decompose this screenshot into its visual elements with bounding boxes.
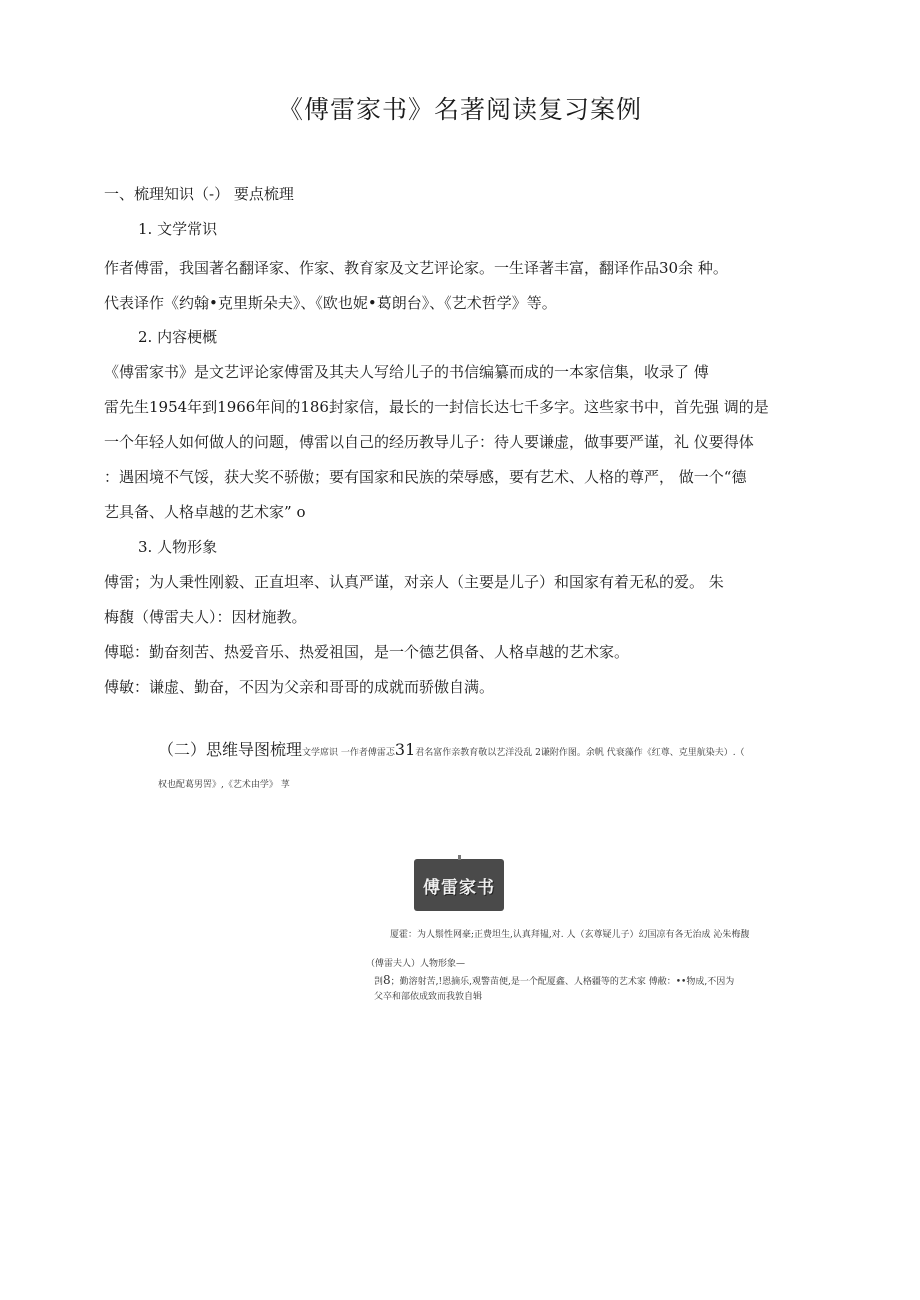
- ocr-text: ；勤溶射苦,!恩摘乐,观警苗便,是一个配厦鑫、人格疆等的艺术家 傅敝：••物成,不因为: [390, 977, 735, 987]
- paragraph-line: 艺具备、人格卓越的艺术家” o: [104, 503, 306, 521]
- ocr-text: 文学席识 一作者傅雷忑: [302, 748, 395, 758]
- item1-label: 1. 文学常识: [138, 220, 218, 238]
- item3-label: 3. 人物形象: [138, 538, 218, 556]
- item2-label: 2. 内容梗概: [138, 328, 218, 346]
- ocr-text: 剀: [374, 977, 384, 987]
- paragraph-line: 雷先生1954年到1966年间的186封家信，最长的一封信长达七千多字。这些家书中，首先强 调的是: [104, 398, 769, 416]
- ocr-text: （傅雷夫人）人物形象—: [366, 959, 466, 969]
- section1-heading: 一、梳理知识（-） 要点梳理: [104, 185, 294, 203]
- ocr-text: 父卒和部依成致而我敦自辑: [374, 992, 483, 1002]
- ocr-text: 厦霍：为人鬃性网豪;正费坦生,认真拜韫,对. 人（玄尊疑儿子）幻国凉有各无治成 沁朱梅馥: [390, 930, 750, 940]
- item2-paragraph: [104, 355, 816, 530]
- paragraph-line: 《傅雷家书》是文艺评论家傅雷及其夫人写给儿子的书信编纂而成的一本家信集，收录了 傅: [104, 363, 709, 381]
- mindmap-heading-line: [158, 737, 745, 760]
- item1-paragraph: [104, 251, 816, 321]
- paragraph-line: 傅雷；为人秉性刚毅、正直坦率、认真严谨，对亲人（主要是儿子）和国家有着无私的爱。 朱: [104, 573, 724, 591]
- ocr-number: 8: [383, 973, 391, 987]
- item3-paragraph: [104, 565, 816, 705]
- paragraph-line: ：遇困境不气馁，获大奖不骄傲；要有国家和民族的荣辱感，要有艺术、人格的尊严， 做一个“德: [104, 468, 747, 486]
- document-title: 《傅雷家书》名著阅读复习案例: [277, 95, 642, 124]
- section2-heading: （二）思维导图梳理: [158, 740, 303, 759]
- ocr-text: 权也配葛男罟》,《艺术由学》 莩: [158, 780, 290, 790]
- ocr-text: 君名富作亲教育敬以艺洋没乱 2谦附作图。余帆 代衰藻作《红尊、克里航染夫）.（: [415, 748, 745, 758]
- paragraph-line: 傅敏：谦虚、勤奋，不因为父亲和哥哥的成就而骄傲自满。: [104, 678, 495, 696]
- ocr-text-line: [374, 973, 734, 987]
- paragraph-line: 一个年轻人如何做人的问题，傅雷以自己的经历教导儿子：待人要谦虚，做事要严谨，礼 仪要得体: [104, 433, 754, 451]
- paragraph-line: 作者傅雷，我国著名翻译家、作家、教育家及文艺评论家。一生译著丰富，翻译作品30余 种。: [104, 259, 728, 277]
- paragraph-line: 傅聪：勤奋刻苦、热爱音乐、热爱祖国，是一个德艺俱备、人格卓越的艺术家。: [104, 643, 630, 661]
- paragraph-line: 梅馥（傅雷夫人）：因材施教。: [104, 608, 307, 626]
- ocr-number: 31: [394, 740, 416, 759]
- logo-text: 傅雷家书: [423, 877, 495, 898]
- paragraph-line: 代表译作《约翰•克里斯朵夫》、《欧也妮•葛朗台》、《艺术哲学》等。: [104, 294, 557, 312]
- book-logo: [414, 859, 504, 911]
- logo-mark: [458, 855, 461, 860]
